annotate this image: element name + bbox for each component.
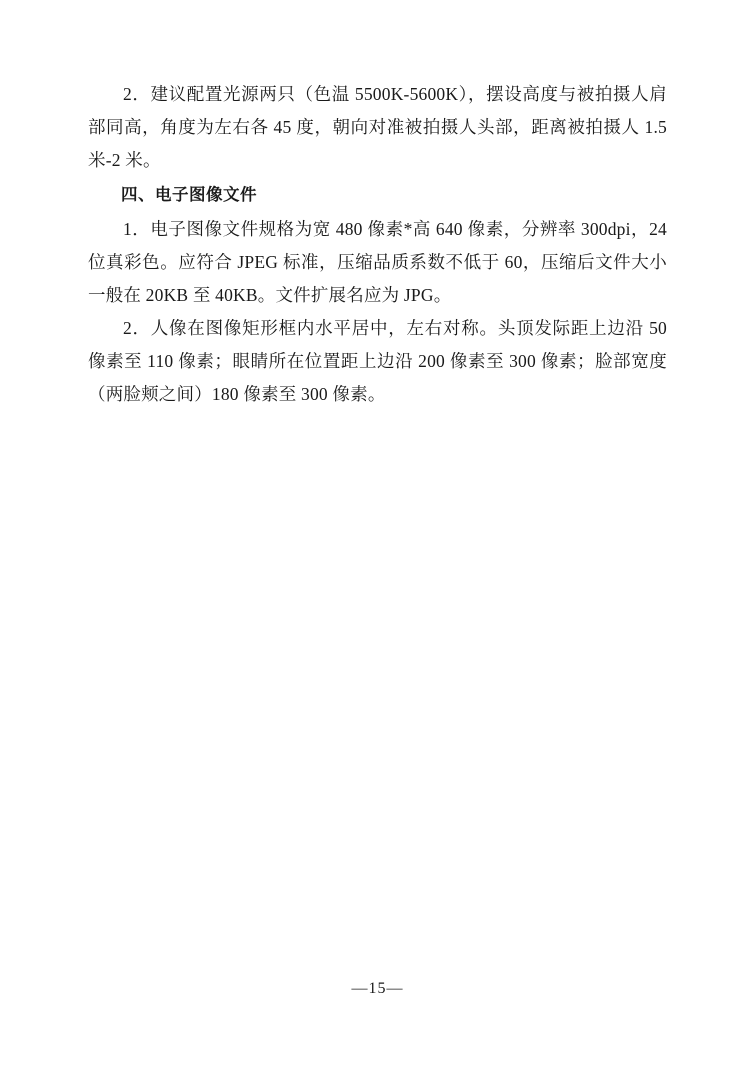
paragraph-file-spec: 1．电子图像文件规格为宽 480 像素*高 640 像素，分辨率 300dpi，24 位真彩色。应符合 JPEG 标准，压缩品质系数不低于 60，压缩后文件大小一般在 20KB 至 40KB。文件扩展名应为 JPG。 <box>88 219 667 305</box>
document-body <box>88 78 667 411</box>
page-number: —15— <box>351 980 404 997</box>
paragraph-portrait-position: 2．人像在图像矩形框内水平居中，左右对称。头顶发际距上边沿 50 像素至 110 像素；眼睛所在位置距上边沿 200 像素至 300 像素；脸部宽度（两脸颊之间）180 像素至 300 像素。 <box>88 318 667 404</box>
section-heading-electronic-image-file: 四、电子图像文件 <box>121 186 257 204</box>
paragraph-lighting: 2．建议配置光源两只（色温 5500K-5600K），摆设高度与被拍摄人肩部同高，角度为左右各 45 度，朝向对准被拍摄人头部，距离被拍摄人 1.5 米-2 米。 <box>88 84 667 170</box>
